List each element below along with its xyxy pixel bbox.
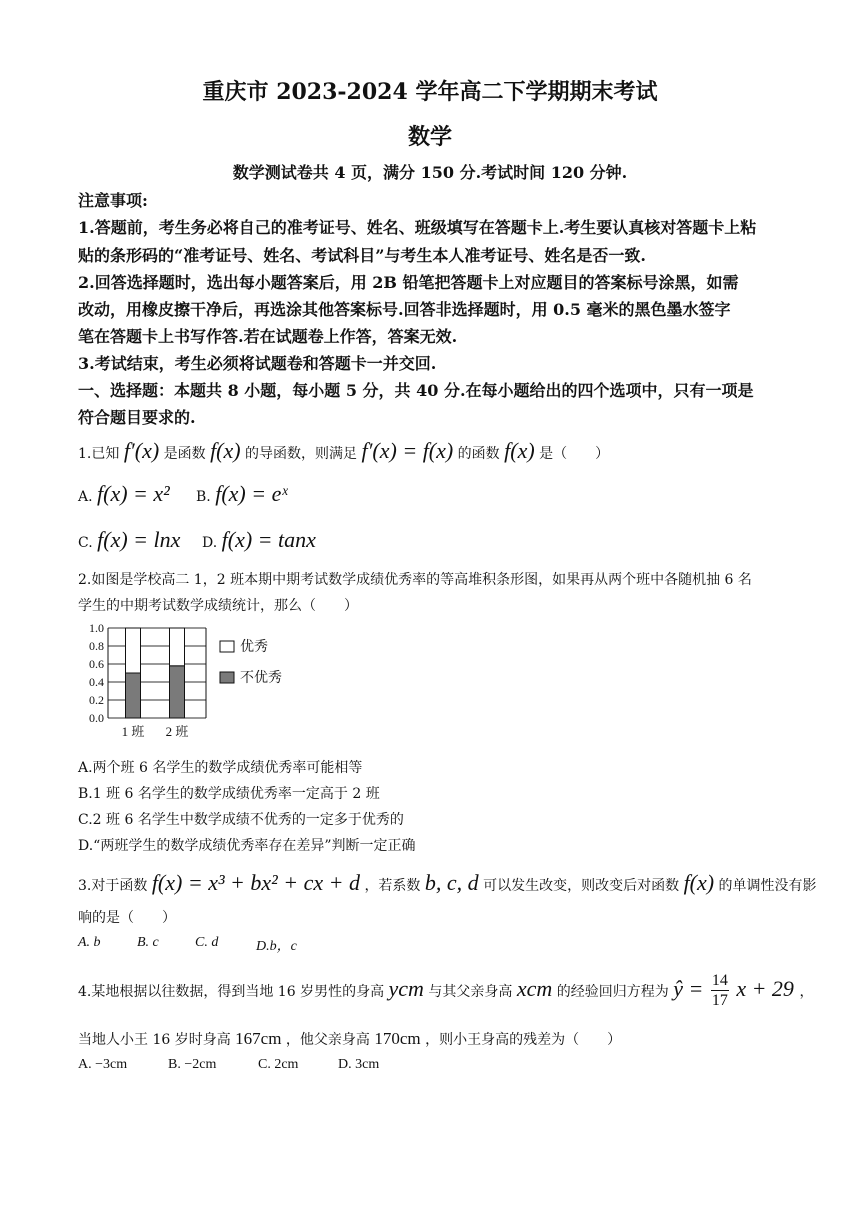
bar-segment — [126, 673, 141, 718]
math-expression: ycm — [388, 976, 424, 1002]
option-d: D.b，c — [256, 939, 297, 954]
option-c: C.2 班 6 名学生中数学成绩不优秀的一定多于优秀的 — [78, 812, 404, 828]
bar-segment — [126, 628, 141, 673]
option-d: D. 3cm — [338, 1057, 380, 1072]
math-expression: 170cm — [374, 1029, 421, 1048]
option-a: A.两个班 6 名学生的数学成绩优秀率可能相等 — [78, 760, 363, 776]
option-c: C. f(x) = lnx — [78, 527, 181, 552]
legend-label: 优秀 — [240, 639, 268, 655]
option-b: B. c — [137, 935, 159, 950]
math-expression: f(x) = x³ + bx² + cx + d — [151, 870, 360, 895]
y-tick-label: 0.2 — [89, 693, 104, 707]
option-b: B. f(x) = eˣ — [196, 481, 288, 506]
legend-swatch — [220, 672, 234, 683]
option-d: D. f(x) = tanx — [202, 527, 316, 552]
question-3-cont: 响的是（ ） — [78, 910, 176, 926]
math-expression: f(x) = lnx — [97, 527, 181, 552]
question-2: 2.如图是学校高二 1，2 班本期中期考试数学成绩优秀率的等高堆积条形图，如果再从两个班中各随机抽 6 名 — [78, 572, 752, 588]
question-3: 3.对于函数 f(x) = x³ + bx² + cx + d ，若系数 b, c, d 可以发生改变，则改变后对函数 f(x) 的单调性没有影 — [78, 870, 817, 895]
y-tick-label: 0.8 — [89, 639, 104, 653]
option-a: A. b — [78, 935, 101, 950]
option-c: C. d — [195, 935, 219, 950]
math-expression: xcm — [516, 976, 553, 1002]
exam-title: 重庆市 2023-2024 学年高二下学期期末考试 — [202, 79, 658, 105]
section-heading: 符合题目要求的. — [78, 408, 196, 427]
option-a: A. f(x) = x² — [78, 481, 170, 506]
bar-segment — [170, 666, 185, 718]
math-expression: f(x) = tanx — [221, 527, 316, 552]
notice-line: 3.考试结束，考生必须将试题卷和答题卡一并交回. — [78, 354, 437, 373]
question-4: 4.某地根据以往数据，得到当地 16 岁男性的身高 ycm 与其父亲身高 xcm 的经验回归方程为 ŷ = $\frac{14}{17}$ x + 29 ， — [78, 972, 814, 1009]
bar-segment — [170, 628, 185, 666]
option-d: D.“两班学生的数学成绩优秀率存在差异”判断一定正确 — [78, 838, 416, 854]
section-heading: 一、选择题：本题共 8 小题，每小题 5 分，共 40 分.在每小题给出的四个选项中，只有一项是 — [78, 381, 754, 400]
math-expression: f′(x) — [123, 438, 160, 463]
math-expression: 167cm — [235, 1029, 282, 1048]
option-b: B.1 班 6 名学生的数学成绩优秀率一定高于 2 班 — [78, 786, 380, 802]
notice-line: 改动，用橡皮擦干净后，再选涂其他答案标号.回答非选择题时，用 0.5 毫米的黑色墨水签字 — [78, 300, 731, 319]
regression-equation: ŷ = $\frac{14}{17}$ x + 29 — [673, 972, 794, 1009]
y-tick-label: 0.0 — [89, 711, 104, 725]
math-expression: f′(x) = f(x) — [361, 438, 454, 463]
legend-swatch — [220, 641, 234, 652]
math-expression: f(x) = x² — [97, 481, 170, 506]
y-tick-label: 0.4 — [89, 675, 104, 689]
stacked-bar-chart — [78, 618, 308, 748]
question-1: 1.已知 f′(x) 是函数 f(x) 的导函数，则满足 f′(x) = f(x) 的函数 f(x) 是（ ） — [78, 438, 610, 463]
x-category-label: 1 班 — [121, 724, 145, 739]
math-expression: f(x) = eˣ — [215, 481, 288, 506]
x-category-label: 2 班 — [165, 724, 189, 739]
option-a: A. −3cm — [78, 1057, 128, 1072]
notice-line: 1.答题前，考生务必将自己的准考证号、姓名、班级填写在答题卡上.考生要认真核对答题卡上粘 — [78, 218, 757, 237]
y-tick-label: 0.6 — [89, 657, 104, 671]
option-b: B. −2cm — [168, 1057, 217, 1072]
math-expression: b, c, d — [424, 870, 479, 895]
notice-line: 贴的条形码的“准考证号、姓名、考试科目”与考生本人准考证号、姓名是否一致. — [78, 246, 646, 265]
fraction: $\frac{14}{17}$ — [711, 972, 728, 1009]
exam-info: 数学测试卷共 4 页，满分 150 分.考试时间 120 分钟. — [232, 163, 628, 182]
legend-label: 不优秀 — [240, 670, 282, 686]
math-expression: f(x) — [504, 438, 535, 463]
math-expression: f(x) — [210, 438, 241, 463]
question-2-cont: 学生的中期考试数学成绩统计，那么（ ） — [78, 598, 358, 614]
notice-heading: 注意事项: — [78, 191, 148, 210]
notice-line: 2.回答选择题时，选出每小题答案后，用 2B 铅笔把答题卡上对应题目的答案标号涂黑，如需 — [78, 273, 739, 292]
question-4-cont: 当地人小王 16 岁时身高 167cm ，他父亲身高 170cm ，则小王身高的残差为（ ） — [78, 1029, 622, 1048]
y-tick-label: 1.0 — [89, 621, 104, 635]
subject-title: 数学 — [407, 124, 452, 150]
math-expression: f(x) — [683, 870, 715, 895]
notice-line: 笔在答题卡上书写作答.若在试题卷上作答，答案无效. — [78, 327, 458, 346]
option-c: C. 2cm — [258, 1057, 299, 1072]
